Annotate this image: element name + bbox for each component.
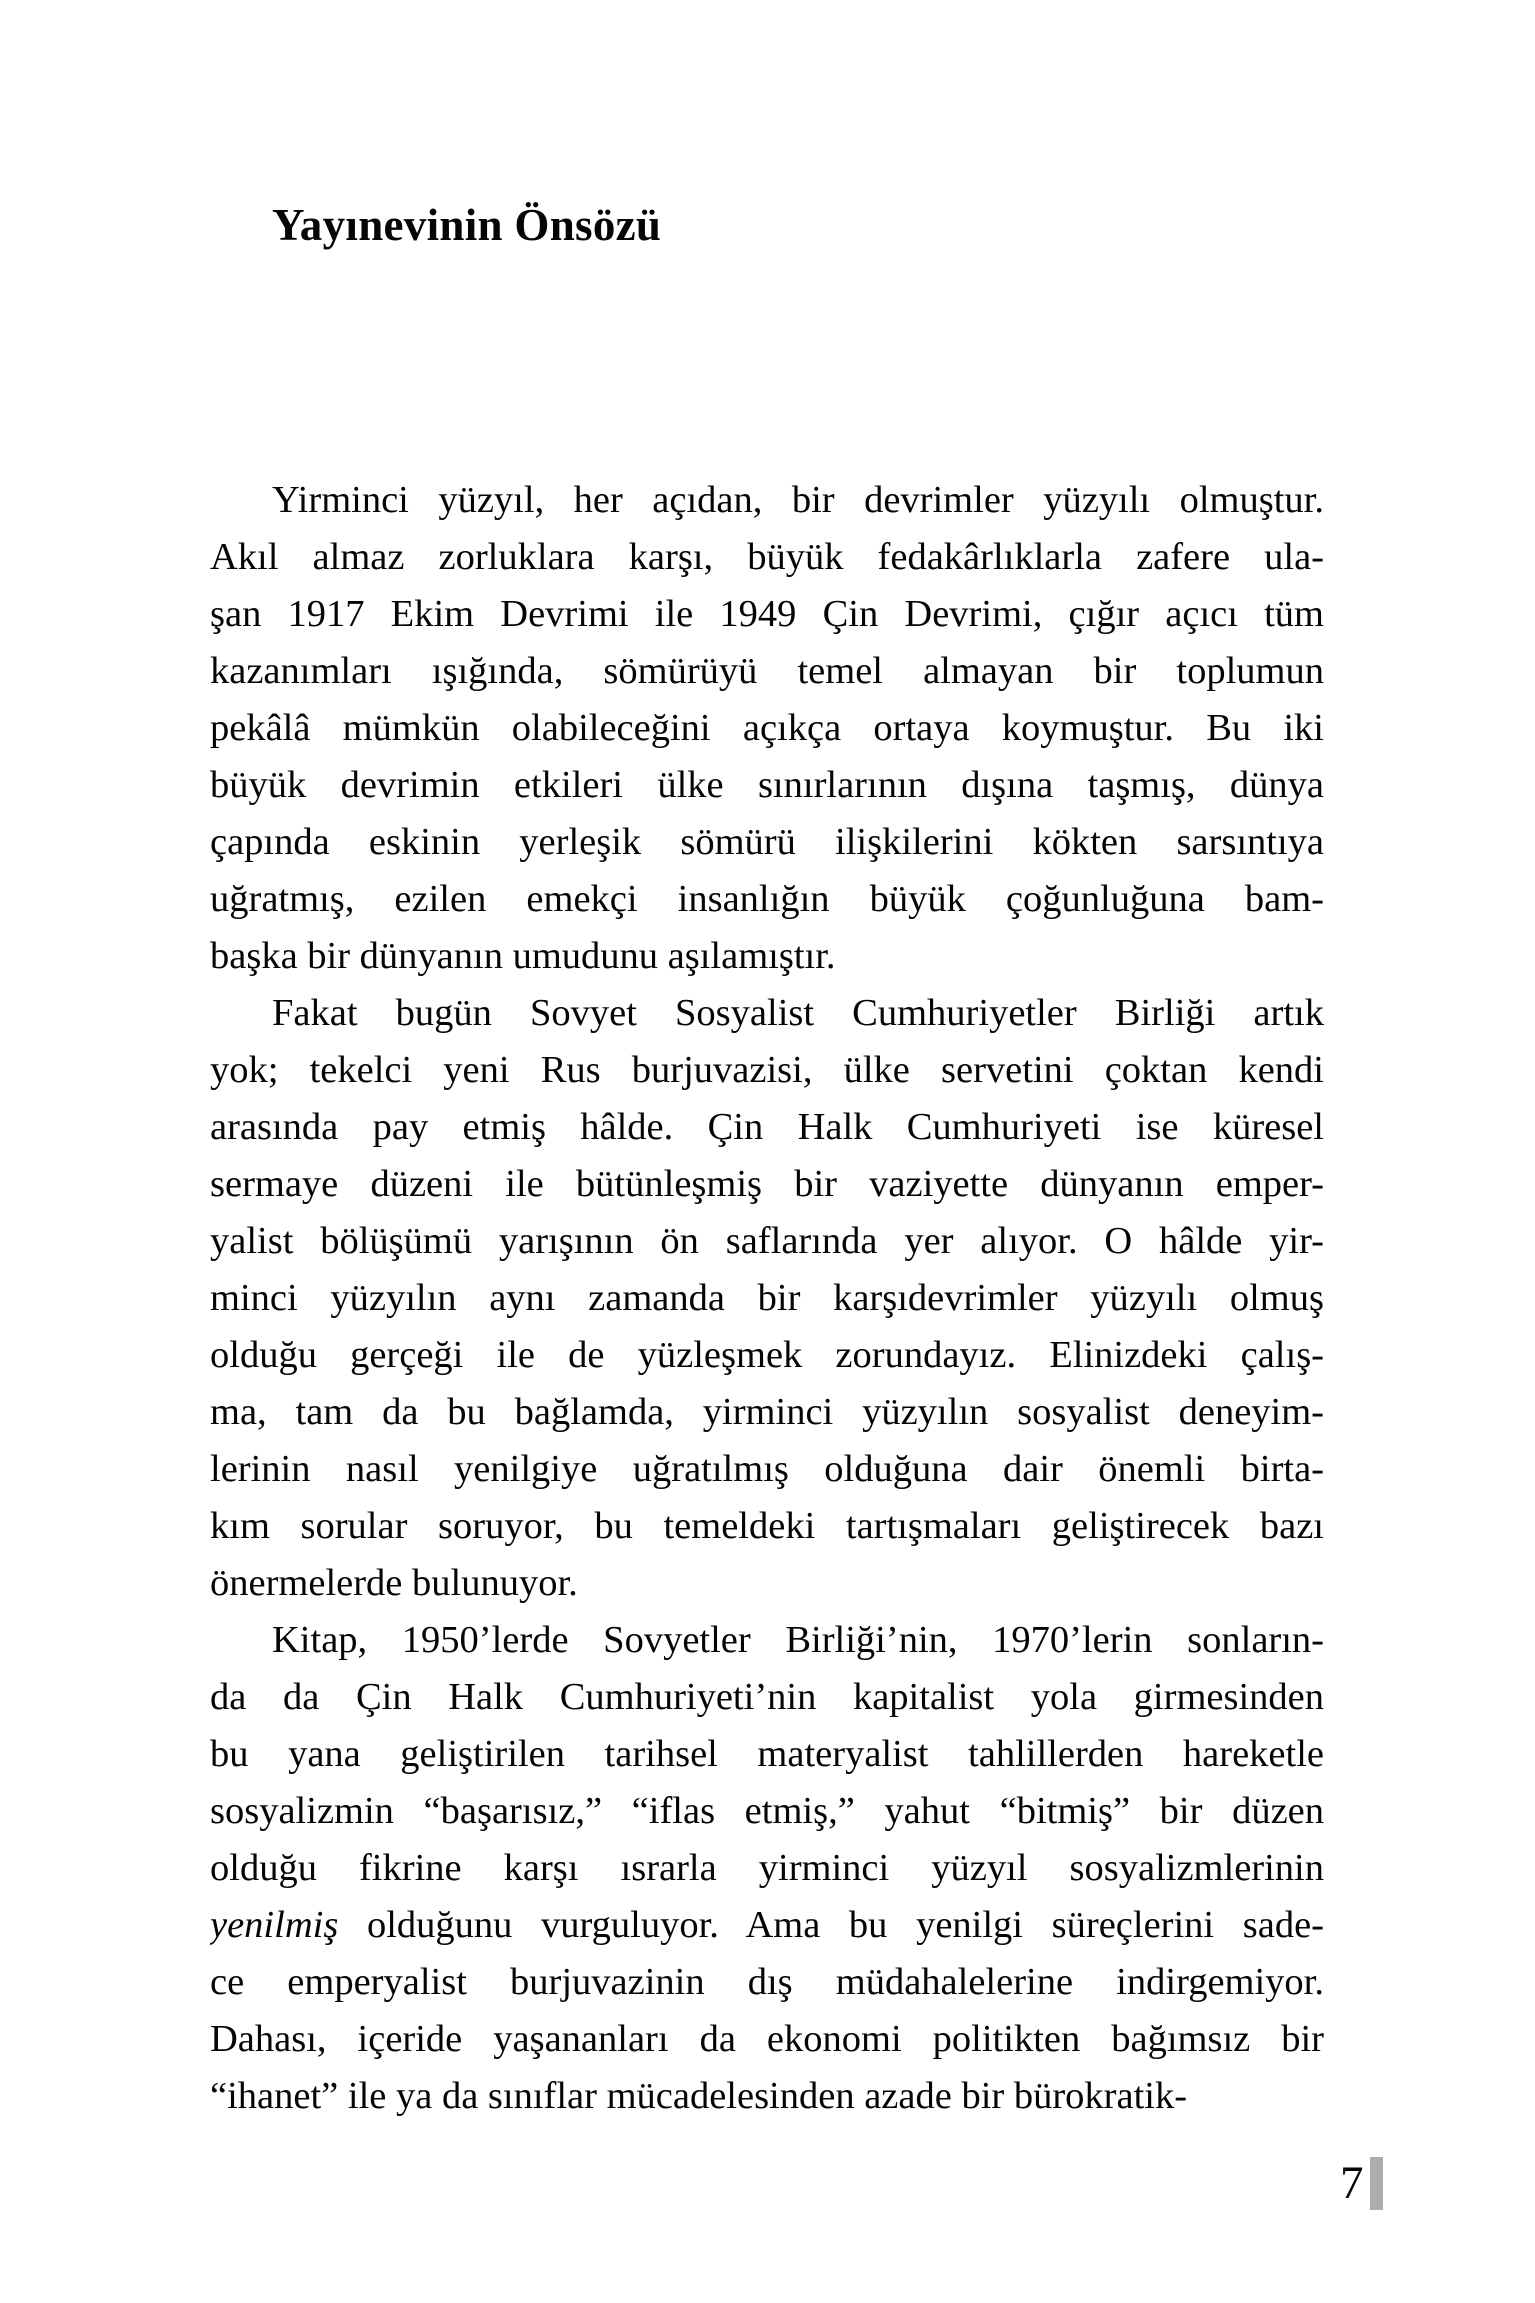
text-line: Fakat bugün Sovyet Sosyalist Cumhuriyetler Birliği artık (272, 992, 1324, 1034)
text-line: yalist bölüşümü yarışının ön saflarında yer alıyor. O hâlde yir- (210, 1220, 1324, 1262)
text-line: başka bir dünyanın umudunu aşılamıştır. (210, 935, 836, 977)
text-line: Akıl almaz zorluklara karşı, büyük fedakârlıklarla zafere ula- (210, 536, 1324, 578)
text-line: Yirminci yüzyıl, her açıdan, bir devrimler yüzyılı olmuştur. (272, 479, 1324, 521)
text-line: ce emperyalist burjuvazinin dış müdahalelerine indirgemiyor. (210, 1961, 1324, 2003)
page-number-bar (1370, 2157, 1383, 2210)
text-line: olduğu gerçeği ile de yüzleşmek zorundayız. Elinizdeki çalış- (210, 1334, 1324, 1376)
text-line: uğratmış, ezilen emekçi insanlığın büyük çoğunluğuna bam- (210, 878, 1324, 920)
text-line: sosyalizmin “başarısız,” “iflas etmiş,” yahut “bitmiş” bir düzen (210, 1790, 1324, 1832)
page-footer (1340, 2157, 1383, 2210)
text-line: çapında eskinin yerleşik sömürü ilişkilerini kökten sarsıntıya (210, 821, 1324, 863)
text-line: kım sorular soruyor, bu temeldeki tartışmaları geliştirecek bazı (210, 1505, 1324, 1547)
text-line: yok; tekelci yeni Rus burjuvazisi, ülke servetini çoktan kendi (210, 1049, 1324, 1091)
text-line: önermelerde bulunuyor. (210, 1562, 578, 1604)
page-number: 7 (1340, 2157, 1364, 2209)
text-line: bu yana geliştirilen tarihsel materyalist tahlillerden hareketle (210, 1733, 1324, 1775)
text-line: yenilmiş olduğunu vurguluyor. Ama bu yenilgi süreçlerini sade- (210, 1904, 1324, 1946)
text-line: Dahası, içeride yaşananları da ekonomi politikten bağımsız bir (210, 2018, 1324, 2060)
page-title: Yayınevinin Önsözü (272, 200, 662, 250)
text-line: ma, tam da bu bağlamda, yirminci yüzyılın sosyalist deneyim- (210, 1391, 1324, 1433)
text-line: da da Çin Halk Cumhuriyeti’nin kapitalist yola girmesinden (210, 1676, 1324, 1718)
text-line: Kitap, 1950’lerde Sovyetler Birliği’nin, 1970’lerin sonların- (272, 1619, 1324, 1661)
text-line: büyük devrimin etkileri ülke sınırlarının dışına taşmış, dünya (210, 764, 1324, 806)
body-text (210, 472, 1324, 2125)
text-line: kazanımları ışığında, sömürüyü temel almayan bir toplumun (210, 650, 1324, 692)
text-line: arasında pay etmiş hâlde. Çin Halk Cumhuriyeti ise küresel (210, 1106, 1324, 1148)
text-line: şan 1917 Ekim Devrimi ile 1949 Çin Devrimi, çığır açıcı tüm (210, 593, 1324, 635)
text-line: pekâlâ mümkün olabileceğini açıkça ortaya koymuştur. Bu iki (210, 707, 1324, 749)
text-line: minci yüzyılın aynı zamanda bir karşıdevrimler yüzyılı olmuş (210, 1277, 1324, 1319)
text-line: olduğu fikrine karşı ısrarla yirminci yüzyıl sosyalizmlerinin (210, 1847, 1324, 1889)
text-line: lerinin nasıl yenilgiye uğratılmış olduğuna dair önemli birta- (210, 1448, 1324, 1490)
text-line: sermaye düzeni ile bütünleşmiş bir vaziyette dünyanın emper- (210, 1163, 1324, 1205)
text-line: “ihanet” ile ya da sınıflar mücadelesinden azade bir bürokratik- (210, 2075, 1188, 2117)
